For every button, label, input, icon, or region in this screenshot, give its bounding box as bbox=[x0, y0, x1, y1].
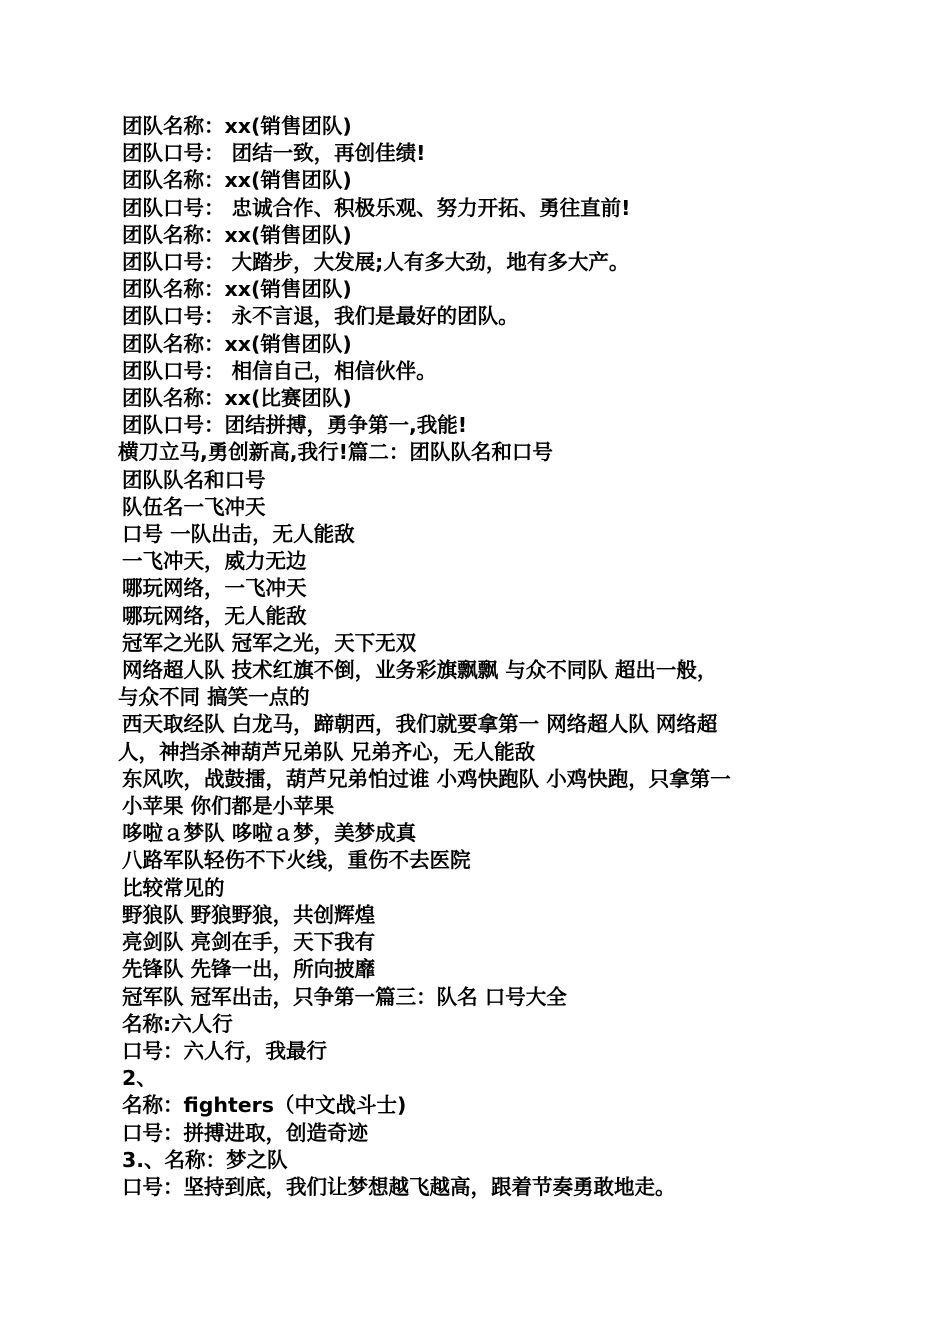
text-line: 团队口号： 相信自己，相信伙伴。 bbox=[122, 358, 437, 383]
text-line: 队伍名一飞冲天 bbox=[122, 494, 266, 519]
text-line: 团队口号： 团结一致，再创佳绩! bbox=[122, 141, 426, 166]
text-line: 口号：六人行，我最行 bbox=[122, 1038, 327, 1063]
text-line: 团队名称：xx(销售团队) bbox=[122, 331, 352, 356]
text-line: 团队名称：xx(销售团队) bbox=[122, 168, 352, 193]
text-line: 网络超人队 技术红旗不倒，业务彩旗飘飘 与众不同队 超出一般， bbox=[122, 658, 718, 683]
text-line: 名称:六人行 bbox=[122, 1011, 233, 1036]
text-line: 小苹果 你们都是小苹果 bbox=[122, 794, 335, 819]
text-line-continuation: 与众不同 搞笑一点的 bbox=[118, 685, 310, 710]
text-line: 团队口号： 大踏步，大发展;人有多大劲，地有多大产。 bbox=[122, 250, 630, 275]
text-line: 团队名称：xx(比赛团队) bbox=[122, 386, 352, 411]
text-line: 团队名称：xx(销售团队) bbox=[122, 277, 352, 302]
text-line: 哪玩网络，无人能敌 bbox=[122, 603, 307, 628]
text-line-continuation: 人，神挡杀神葫芦兄弟队 兄弟齐心，无人能敌 bbox=[118, 739, 536, 764]
text-line: 东风吹，战鼓擂，葫芦兄弟怕过谁 小鸡快跑队 小鸡快跑，只拿第一 bbox=[122, 766, 731, 791]
section-heading-line: 横刀立马,勇创新高,我行!篇二：团队队名和口号 bbox=[118, 440, 553, 465]
text-line: 团队队名和口号 bbox=[122, 467, 266, 492]
text-line: 团队名称：xx(销售团队) bbox=[122, 222, 352, 247]
text-line: 先锋队 先锋一出，所向披靡 bbox=[122, 957, 376, 982]
text-line: 口号：拼搏进取，创造奇迹 bbox=[122, 1120, 368, 1145]
text-line: 口号 一队出击，无人能敌 bbox=[122, 522, 355, 547]
document-body bbox=[118, 113, 918, 1201]
text-line: 团队口号： 忠诚合作、积极乐观、努力开拓、勇往直前! bbox=[122, 195, 631, 220]
text-line: 口号：坚持到底，我们让梦想越飞越高，跟着节奏勇敢地走。 bbox=[122, 1174, 676, 1199]
text-line: 团队口号： 永不言退，我们是最好的团队。 bbox=[122, 304, 519, 329]
text-line: 哪玩网络，一飞冲天 bbox=[122, 576, 307, 601]
text-line: 团队口号：团结拼搏，勇争第一,我能! bbox=[122, 413, 468, 438]
text-line: 冠军之光队 冠军之光，天下无双 bbox=[122, 630, 417, 655]
text-line: 哆啦ａ梦队 哆啦ａ梦，美梦成真 bbox=[122, 821, 417, 846]
text-line: 比较常见的 bbox=[122, 875, 225, 900]
section-heading-line: 冠军队 冠军出击，只争第一篇三：队名 口号大全 bbox=[122, 984, 567, 1009]
text-line: 3.、名称：梦之队 bbox=[122, 1147, 288, 1172]
text-line: 一飞冲天，威力无边 bbox=[122, 549, 307, 574]
text-line: 野狼队 野狼野狼，共创辉煌 bbox=[122, 902, 376, 927]
list-number: 2、 bbox=[122, 1066, 157, 1091]
text-line: 八路军队轻伤不下火线，重伤不去医院 bbox=[122, 848, 471, 873]
text-line: 名称：fighters（中文战斗士) bbox=[122, 1093, 407, 1118]
text-line: 团队名称：xx(销售团队) bbox=[122, 114, 352, 138]
text-line: 西天取经队 白龙马，蹄朝西，我们就要拿第一 网络超人队 网络超 bbox=[122, 712, 718, 737]
text-line: 亮剑队 亮剑在手，天下我有 bbox=[122, 930, 376, 955]
